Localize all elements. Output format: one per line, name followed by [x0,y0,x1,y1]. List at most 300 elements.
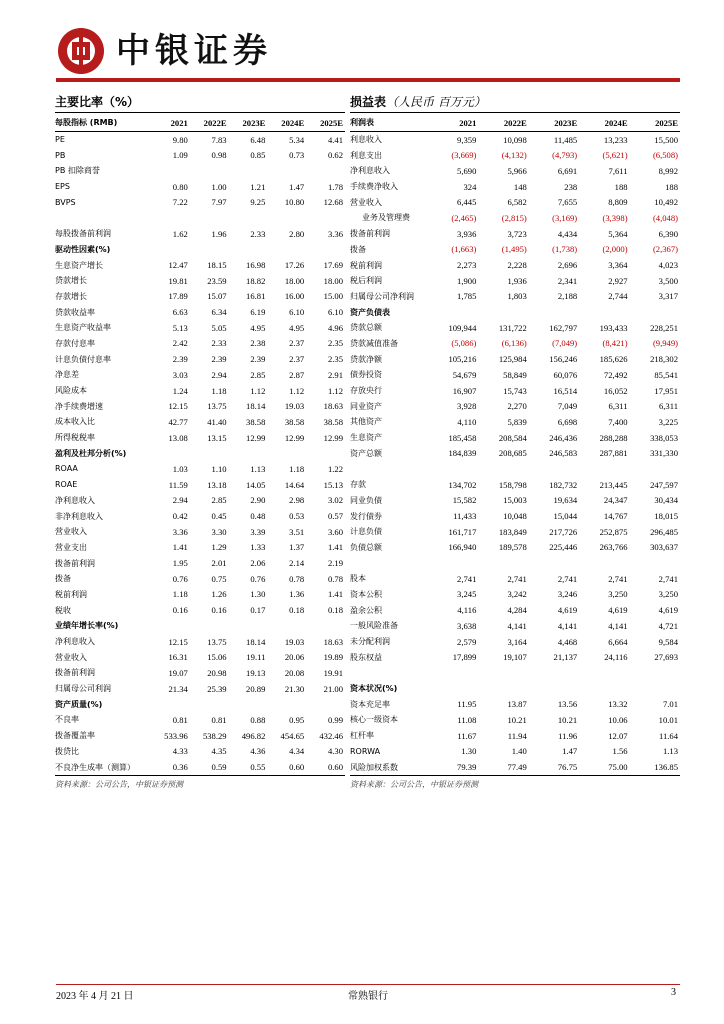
cell-value: 2.39 [211,354,227,365]
cell-value: 3.02 [327,495,343,506]
cell-value: 13.75 [207,401,227,412]
cell-value: 18.14 [246,636,266,647]
row-label: 不良率 [55,715,79,725]
table-row [350,163,680,179]
section-row [55,696,345,712]
cell-value: 77.49 [478,759,528,775]
row-label: 拨备 [55,574,71,584]
cell-value: 12.07 [608,730,628,741]
cell-value: 3,928 [457,401,477,412]
cell-value: 0.88 [250,714,266,725]
row-label: 拨备覆盖率 [55,731,95,741]
cell-value: 161,717 [448,526,477,537]
cell-value: 25.39 [207,683,227,694]
table-row [55,336,345,352]
footer-date: 2023 年 4 月 21 日 [56,991,134,1002]
table-row [55,587,345,603]
cell-value: 1.95 [172,558,188,569]
cell-value: 1.36 [289,589,305,600]
cell-value: 1.18 [172,589,188,600]
cell-value: 12.99 [323,432,343,443]
header-label: 利润表 [350,115,428,131]
row-label: 手续费净收入 [350,182,398,192]
table-row [55,461,345,477]
cell-value: 3,164 [507,636,527,647]
cell-value: 13.32 [608,699,628,710]
table-row [55,226,345,242]
cell-value: 16.31 [168,652,188,663]
cell-value [428,665,478,681]
table-row [350,242,680,258]
cell-value: 4,141 [507,620,527,631]
cell-value [478,555,528,571]
cell-value [630,461,680,477]
cell-value: 3,250 [658,589,678,600]
header-year: 2024E [267,115,306,131]
cell-value: 3.36 [327,228,343,239]
cell-value: 5,364 [608,228,628,239]
table-row [350,571,680,587]
row-label: 生息资产增长 [55,260,103,270]
table-row [55,759,345,775]
table-row [350,555,680,571]
cell-value: 4.30 [327,746,343,757]
row-label: 贷款净额 [350,354,382,364]
cell-value: 1.29 [211,542,227,553]
cell-value: 1.12 [289,385,305,396]
row-label: 所得税税率 [55,433,95,443]
header-year: 2021 [151,115,190,131]
cell-value: 1.21 [250,181,266,192]
cell-value: 6,691 [557,165,578,176]
row-label: 税前利润 [55,589,87,599]
table-row [55,320,345,336]
cell-value: 24,347 [603,495,628,506]
cell-value: 0.76 [250,573,266,584]
cell-value: 6,582 [507,197,527,208]
cell-value: 23.59 [207,275,227,286]
row-label [55,210,151,226]
row-label: 每股拨备前利润 [55,229,111,239]
cell-value: 0.73 [289,150,305,161]
cell-value [151,696,190,712]
cell-value: 324 [463,181,477,192]
cell-value: 0.18 [327,605,343,616]
cell-value: (4,793) [552,150,578,161]
cell-value [579,304,629,320]
cell-value: 6.34 [211,307,227,318]
row-label: 营业支出 [55,542,87,552]
cell-value: (5,086) [451,338,477,349]
cell-value: 183,849 [498,526,527,537]
cell-value: 18.00 [323,275,343,286]
cell-value: 15,044 [553,511,578,522]
table-row [350,147,680,163]
cell-value: 16,514 [553,385,578,396]
cell-value: 193,433 [599,322,628,333]
table-row [350,602,680,618]
income-table [350,115,680,776]
cell-value: 156,246 [549,354,578,365]
cell-value: 16.00 [284,291,305,302]
cell-value: 1.47 [562,746,578,757]
cell-value: (4,132) [501,150,527,161]
cell-value: 21,137 [553,652,578,663]
cell-value: 0.18 [289,605,305,616]
cell-value: 0.85 [250,150,266,161]
cell-value: 1.41 [327,542,343,553]
cell-value: 11,485 [553,134,578,145]
cell-value: 238 [564,181,578,192]
row-label: 归属母公司净利润 [350,291,414,301]
brand-name: 中银证券 [116,31,272,71]
cell-value: 42.77 [168,416,188,427]
cell-value: 125,984 [498,354,527,365]
header-year: 2022E [478,115,528,131]
cell-value: 15.07 [207,291,227,302]
cell-value: 185,626 [599,354,628,365]
cell-value [190,445,229,461]
cell-value: 2,741 [457,573,477,584]
cell-value: 7.97 [211,197,227,208]
cell-value [306,618,345,634]
cell-value: 134,702 [448,479,477,490]
cell-value: 1.18 [289,463,305,474]
row-label: 税后利润 [350,276,382,286]
cell-value [229,210,268,226]
row-label: 风险加权系数 [350,759,428,775]
table-row [55,163,345,179]
ratios-table [55,115,345,776]
cell-value: 4.95 [289,322,305,333]
cell-value: 6.10 [289,307,305,318]
cell-value: 2,741 [507,573,527,584]
row-label: 营业收入 [55,652,87,662]
cell-value: 3,723 [507,228,527,239]
table-row [350,618,680,634]
cell-value [229,242,268,258]
cell-value: 1.30 [461,746,477,757]
cell-value: (1,738) [552,244,578,255]
cell-value: 20.98 [207,667,227,678]
cell-value: 1.30 [250,589,266,600]
cell-value [478,461,528,477]
cell-value: 11.94 [507,730,527,741]
footer-company: 常熟银行 [348,991,388,1002]
cell-value: (7,049) [552,338,578,349]
cell-value [428,461,478,477]
cell-value: 10,098 [503,134,527,145]
cell-value: 6,311 [608,401,628,412]
cell-value: (2,815) [501,212,527,223]
row-label [350,555,428,571]
cell-value [151,445,190,461]
ratios-section [55,92,345,790]
cell-value: 19.03 [284,401,305,412]
table-header-row [350,115,680,131]
cell-value: 20.08 [284,667,305,678]
cell-value: 19.11 [246,652,266,663]
boc-logo-icon [58,28,104,74]
cell-value: 18.00 [284,275,305,286]
cell-value: 6,698 [557,416,578,427]
cell-value: 5.34 [289,134,305,145]
cell-value: 2.94 [172,495,188,506]
cell-value [267,242,306,258]
income-source: 资料来源：公司公告，中银证券预测 [350,779,478,789]
cell-value: 17,899 [452,652,477,663]
cell-value: 2.98 [289,495,305,506]
cell-value: 18.63 [323,636,343,647]
cell-value: 6,664 [608,636,628,647]
row-label: 净利息收入 [55,495,95,505]
table-row [55,210,345,226]
cell-value: 1.24 [172,385,188,396]
row-label: 计息负债 [350,527,382,537]
row-label: 业务及管理费 [362,213,410,223]
cell-value: 3,245 [457,589,477,600]
cell-value: 4.95 [250,322,266,333]
cell-value: 1.96 [211,228,227,239]
cell-value: 247,597 [650,479,678,490]
cell-value: 2,696 [557,260,578,271]
cell-value: 27,693 [654,652,678,663]
row-label: 贷款增长 [55,276,87,286]
cell-value: 14.64 [284,479,305,490]
table-row [350,649,680,665]
cell-value: 188 [665,181,678,192]
cell-value: 1.13 [662,746,678,757]
cell-value: 2.94 [211,369,227,380]
cell-value [190,210,229,226]
cell-value: 15.13 [323,479,343,490]
cell-value: 21.34 [168,683,188,694]
row-label: 存款增长 [55,291,87,301]
cell-value: 3,242 [507,589,527,600]
row-label: 资本状况(%) [350,684,398,694]
cell-value: 338,053 [650,432,678,443]
section-row [350,304,680,320]
cell-value: 4.41 [327,134,343,145]
row-label: 负债总额 [350,542,382,552]
cell-value: 19.89 [323,652,343,663]
cell-value: 0.95 [289,714,305,725]
cell-value [529,304,579,320]
row-label: 拨备前利润 [55,668,95,678]
table-row [350,194,680,210]
cell-value: 454.65 [280,730,305,741]
header-year: 2025E [630,115,680,131]
row-label: 贷款减值准备 [350,338,398,348]
income-title-unit: （人民币 百万元） [386,95,486,109]
cell-value: 4,619 [608,605,628,616]
table-row [350,226,680,242]
cell-value: 2,741 [608,573,628,584]
cell-value: 12.15 [168,636,188,647]
header-year: 2023E [529,115,579,131]
page-footer [56,984,680,1000]
table-row [55,602,345,618]
table-row [350,524,680,540]
cell-value [579,665,629,681]
cell-value: 1.78 [327,181,343,192]
row-label: 股本 [350,574,366,584]
cell-value: 496.82 [241,730,266,741]
table-row [350,257,680,273]
table-row [350,744,680,760]
table-row [55,665,345,681]
cell-value: 188 [614,181,628,192]
cell-value: 60,076 [553,369,578,380]
cell-value: 13.15 [207,432,227,443]
header-label: 每股指标 (RMB) [55,115,151,131]
cell-value [190,696,229,712]
cell-value: (8,421) [602,338,628,349]
cell-value: 10.80 [284,197,305,208]
section-row [55,445,345,461]
cell-value: 2,188 [557,291,578,302]
row-label: ROAE [55,480,78,490]
cell-value: 2,270 [507,401,527,412]
cell-value: 3,500 [658,275,678,286]
cell-value: 79.39 [428,759,478,775]
cell-value: 3.51 [289,526,305,537]
header-year: 2025E [306,115,345,131]
cell-value: (9,949) [652,338,678,349]
table-row [55,131,345,147]
cell-value: 7,049 [557,401,578,412]
cell-value: 2,273 [457,260,477,271]
cell-value: 2,744 [608,291,628,302]
table-row [55,304,345,320]
cell-value: 2.01 [211,558,227,569]
row-label: 生息资产收益率 [55,323,111,333]
cell-value: 0.53 [289,511,305,522]
cell-value: 5,966 [507,165,527,176]
cell-value: 217,726 [549,526,578,537]
cell-value: 6.48 [250,134,266,145]
cell-value [151,210,190,226]
row-label: PB 扣除商誉 [55,166,100,176]
cell-value: 1.03 [172,463,188,474]
cell-value: 4,141 [608,620,628,631]
cell-value: 1.18 [211,385,227,396]
cell-value: 0.78 [327,573,343,584]
table-row [55,540,345,556]
cell-value: 1.09 [172,150,188,161]
row-label: 同业资产 [350,401,382,411]
cell-value: 2.19 [327,558,343,569]
cell-value: 12.99 [284,432,305,443]
cell-value: 2.80 [289,228,305,239]
cell-value: 38.58 [284,416,305,427]
cell-value: 1,803 [507,291,527,302]
cell-value [630,665,680,681]
cell-value: 76.75 [529,759,579,775]
cell-value: 331,330 [650,448,678,459]
cell-value: 303,637 [650,542,678,553]
cell-value: 1.37 [289,542,305,553]
cell-value [478,665,528,681]
cell-value: 16.81 [246,291,266,302]
row-label: 税收 [55,605,71,615]
cell-value: (1,495) [501,244,527,255]
cell-value: 9,359 [457,134,477,145]
cell-value: 21.00 [323,683,343,694]
table-row [55,744,345,760]
cell-value [229,696,268,712]
page-number: 3 [671,987,676,998]
cell-value [229,445,268,461]
cell-value: 6,390 [658,228,678,239]
table-row [350,696,680,712]
cell-value: 3,638 [457,620,477,631]
cell-value: 2,927 [608,275,628,286]
cell-value: 0.81 [211,714,227,725]
cell-value: 6.10 [327,307,343,318]
cell-value: 3,250 [608,589,628,600]
cell-value: 1.00 [211,181,227,192]
cell-value: (3,169) [552,212,578,223]
cell-value: 7.22 [172,197,188,208]
row-label: 拨备 [350,244,366,254]
table-row [350,210,680,226]
row-label: 计息负债付息率 [55,354,111,364]
table-header-row [55,115,345,131]
cell-value: 184,839 [448,448,477,459]
cell-value: 4,721 [658,620,678,631]
cell-value: 17,951 [654,385,678,396]
cell-value: (4,048) [652,212,678,223]
cell-value: 14.05 [246,479,266,490]
row-label: 拨备前利润 [55,558,95,568]
cell-value: 0.16 [211,605,227,616]
cell-value: 11.95 [457,699,477,710]
cell-value: 213,445 [599,479,628,490]
cell-value: 5,690 [457,165,477,176]
row-label [350,665,428,681]
table-row [350,665,680,681]
cell-value: 20.89 [246,683,266,694]
cell-value: (5,621) [602,150,628,161]
row-label: 拨贷比 [55,746,79,756]
table-row [350,289,680,305]
cell-value: 18,015 [654,511,678,522]
cell-value: 2.39 [250,354,266,365]
cell-value: 1.22 [327,463,343,474]
row-label: 资本公积 [350,589,382,599]
cell-value: 2.35 [327,338,343,349]
cell-value: 9,584 [658,636,678,647]
cell-value: 11.59 [168,479,188,490]
cell-value: 9.80 [172,134,188,145]
cell-value: 20.06 [284,652,305,663]
section-row [350,681,680,697]
cell-value: 208,584 [498,432,527,443]
cell-value: 2.39 [172,354,188,365]
row-label [350,461,428,477]
cell-value: 109,944 [448,322,477,333]
cell-value: 182,732 [549,479,578,490]
cell-value: 4.36 [250,746,266,757]
cell-value: 0.48 [250,511,266,522]
row-label: 股东权益 [350,652,382,662]
row-label: 杠杆率 [350,731,374,741]
row-label: 利息支出 [350,150,382,160]
table-row [55,257,345,273]
cell-value [630,681,680,697]
row-label: EPS [55,182,70,192]
